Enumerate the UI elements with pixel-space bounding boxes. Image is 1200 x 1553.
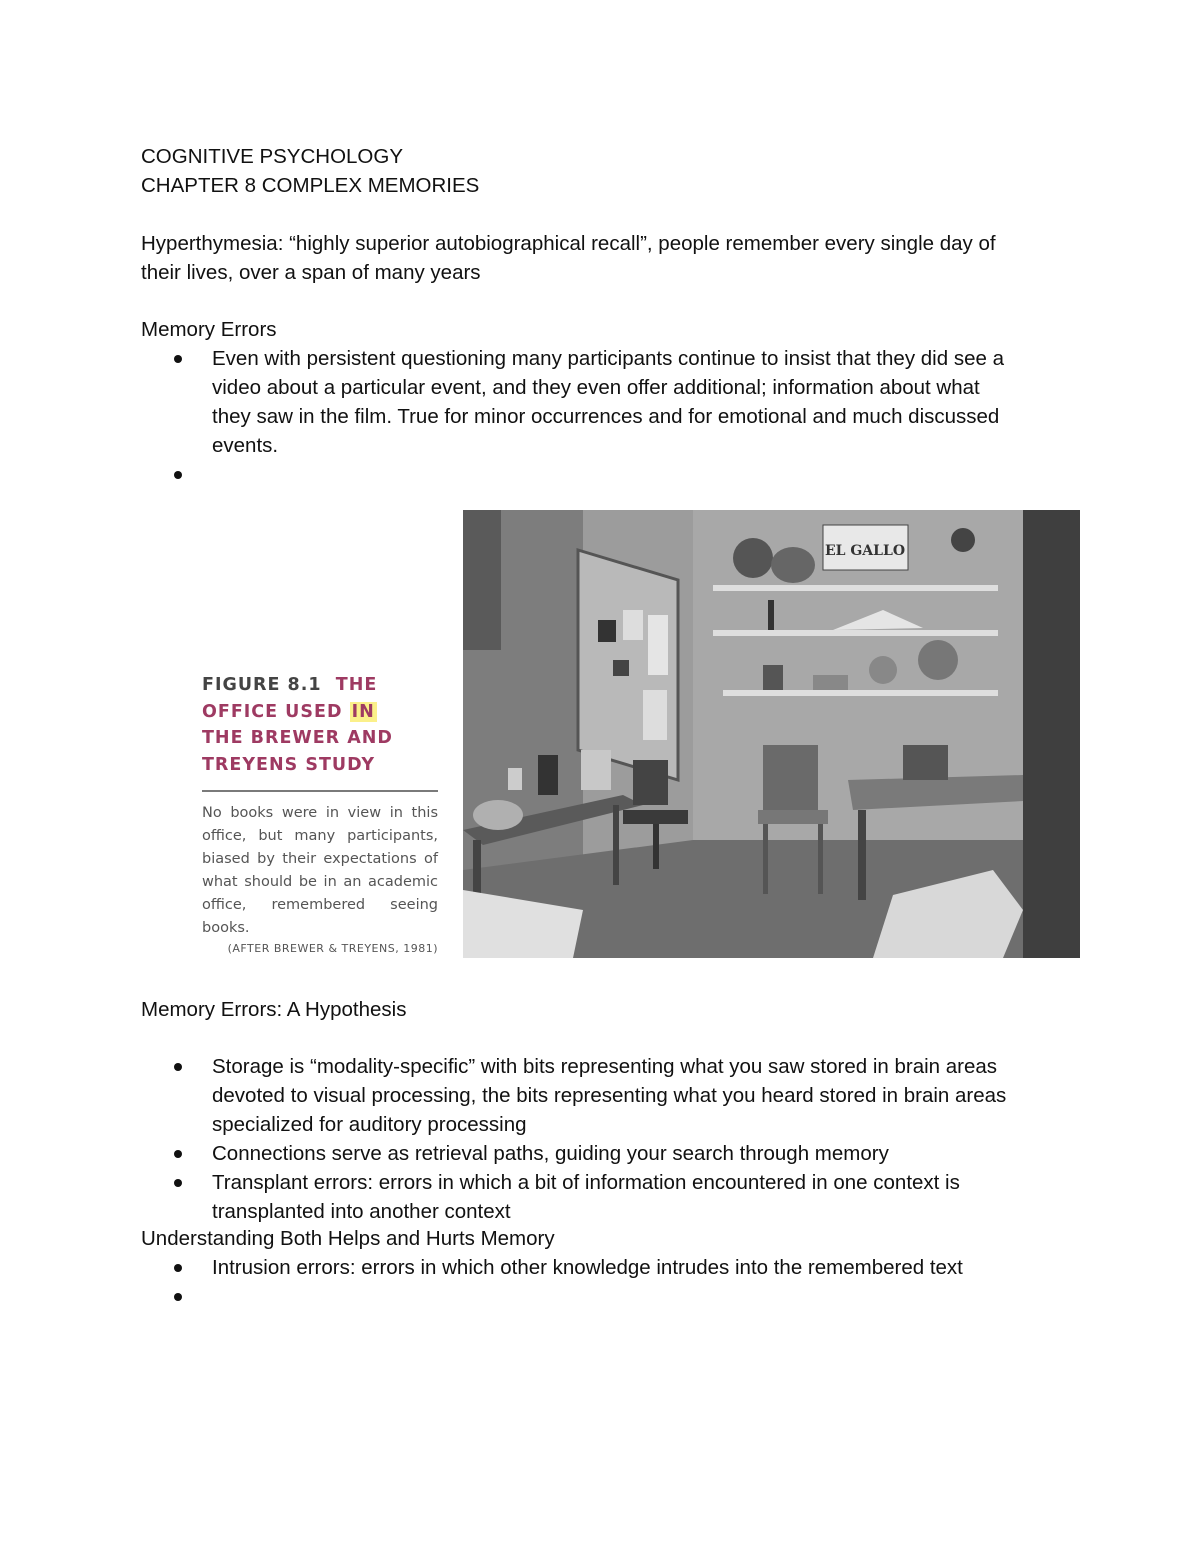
- list-item: Storage is “modality-specific” with bits representing what you saw stored in brain areas devoted to visual processing, the bits representing what you heard stored in brain areas specialized for auditory processing: [141, 1052, 1071, 1139]
- list-item: Transplant errors: errors in which a bit of information encountered in one context is transplanted into another context: [141, 1168, 1071, 1226]
- figure-title: FIGURE 8.1 THE OFFICE USED IN THE BREWER AND TREYENS STUDY: [202, 675, 393, 775]
- list-item: Connections serve as retrieval paths, guiding your search through memory: [141, 1139, 1071, 1168]
- understanding-list: [141, 1253, 1071, 1311]
- figure-credit: (AFTER BREWER & TREYENS, 1981): [227, 942, 438, 955]
- hyperthymesia-line-1: Hyperthymesia: “highly superior autobiographical recall”, people remember every single day of: [141, 232, 996, 255]
- hypothesis-list: [141, 1052, 1071, 1226]
- office-photo: [463, 510, 1080, 958]
- list-item: Intrusion errors: errors in which other knowledge intrudes into the remembered text: [141, 1253, 1071, 1282]
- figure-description: No books were in view in this office, but many participants, biased by their expectations of what should be in an academic office, remembered seeing books.: [202, 805, 438, 936]
- bullet-icon: [174, 1293, 182, 1301]
- chapter-title: CHAPTER 8 COMPLEX MEMORIES: [141, 174, 480, 197]
- memory-errors-list: [141, 344, 1071, 489]
- bullet-icon: [174, 1150, 182, 1158]
- bullet-icon: [174, 1264, 182, 1272]
- bullet-icon: [174, 1179, 182, 1187]
- hyperthymesia-line-2: their lives, over a span of many years: [141, 261, 481, 284]
- list-item-empty: [141, 1282, 1071, 1311]
- bullet-icon: [174, 355, 182, 363]
- bullet-icon: [174, 471, 182, 479]
- course-title: COGNITIVE PSYCHOLOGY: [141, 145, 403, 168]
- list-item: Even with persistent questioning many participants continue to insist that they did see a video about a particular event, and they even offer additional; information about what they saw in the film. True for minor occurrences and for emotional and much discussed events.: [141, 344, 1071, 460]
- highlighted-word: IN: [351, 701, 375, 722]
- hyperthymesia-paragraph: [141, 229, 1061, 287]
- document-header: [141, 142, 1061, 200]
- figure-caption: [202, 672, 442, 955]
- understanding-heading: Understanding Both Helps and Hurts Memory: [141, 1227, 555, 1250]
- figure-divider: [202, 790, 438, 792]
- list-item-empty: [141, 460, 1071, 489]
- bullet-icon: [174, 1063, 182, 1071]
- memory-errors-heading: Memory Errors: [141, 318, 277, 341]
- box-label: EL GALLO: [824, 543, 906, 559]
- hypothesis-heading: Memory Errors: A Hypothesis: [141, 998, 407, 1021]
